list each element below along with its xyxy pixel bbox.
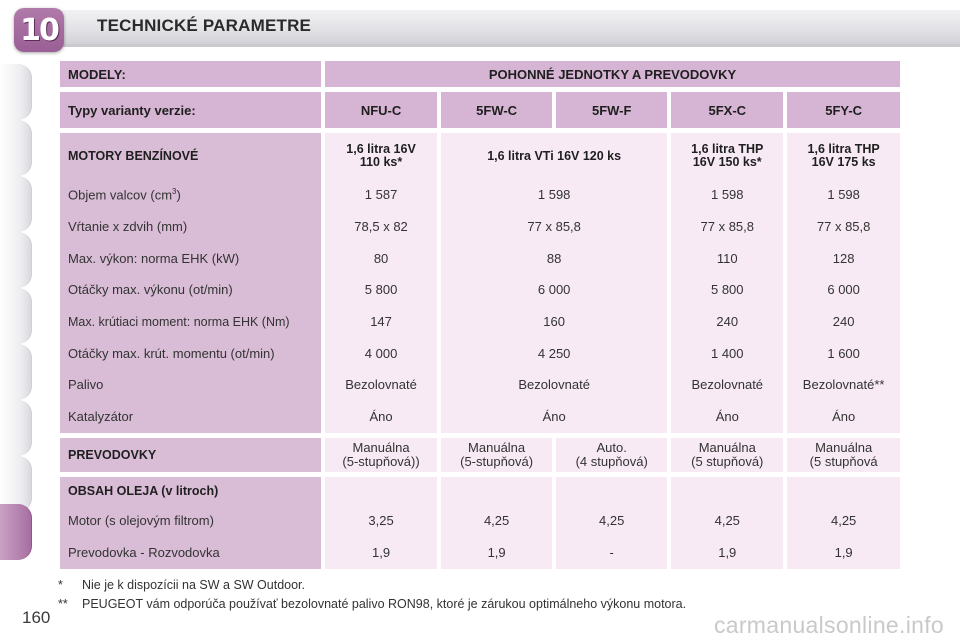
spec-value: 80 (325, 242, 437, 274)
spec-value: Bezolovnaté (671, 369, 783, 401)
gearbox-line1: Manuálna (468, 439, 526, 455)
gearbox-line2: (5 stupňová) (691, 453, 764, 469)
gearbox-line1: Manuálna (698, 439, 756, 455)
chapter-tab-6[interactable] (0, 344, 32, 400)
chapter-tab-rail (0, 64, 36, 574)
spec-value: 77 x 85,8 (671, 211, 783, 243)
oil-row-label: Motor (s olejovým filtrom) (60, 505, 321, 537)
footnote-mark: * (58, 577, 63, 592)
spec-value: 77 x 85,8 (787, 211, 900, 243)
engine-cell (787, 133, 900, 179)
spec-label (60, 179, 321, 211)
spec-value: 147 (325, 306, 437, 338)
footnote-text: Nie je k dispozícii na SW a SW Outdoor. (82, 577, 306, 592)
chapter-tab-3[interactable] (0, 176, 32, 232)
spec-value: 77 x 85,8 (441, 211, 667, 243)
models-value: POHONNÉ JEDNOTKY A PREVODOVKY (325, 61, 900, 87)
gearbox-line2: (5-stupňová) (460, 453, 534, 469)
engine-cell (325, 133, 437, 179)
oil-value: 1,9 (325, 537, 437, 569)
volume-label-suffix: ) (176, 187, 181, 203)
spec-row (60, 211, 900, 243)
oil-row (60, 537, 900, 569)
spec-label: Katalyzátor (60, 401, 321, 433)
variant-cell: NFU-C (325, 92, 437, 128)
technical-parameters-table (56, 61, 904, 569)
volume-label-text: Objem valcov (cm (68, 187, 173, 203)
chapter-badge (14, 8, 64, 52)
spec-value: Áno (441, 401, 667, 433)
gearbox-label: PREVODOVKY (60, 438, 321, 472)
gearbox-cell (441, 438, 552, 472)
gearbox-line2: (5-stupňová)) (342, 453, 420, 469)
spec-value: 88 (441, 242, 667, 274)
spec-value: 4 250 (441, 337, 667, 369)
oil-value: 1,9 (787, 537, 900, 569)
spec-value: Bezolovnaté (325, 369, 437, 401)
spec-value: 4 000 (325, 337, 437, 369)
engine-line2: 16V 150 ks* (692, 155, 762, 169)
watermark: carmanualsonline.info (713, 612, 944, 638)
footnote (58, 575, 686, 594)
oil-value: 4,25 (787, 505, 900, 537)
gearbox-line1: Manuálna (815, 439, 873, 455)
spec-value: 240 (787, 306, 900, 338)
spec-value: 160 (441, 306, 667, 338)
engine-line1: 1,6 litra 16V (346, 142, 416, 156)
spec-label: Max. výkon: norma EHK (kW) (60, 242, 321, 274)
footnote (58, 594, 686, 613)
variant-cell: 5FY-C (787, 92, 900, 128)
spec-label: Otáčky max. výkonu (ot/min) (60, 274, 321, 306)
models-row (60, 61, 900, 87)
spec-value: 1 400 (671, 337, 783, 369)
gearbox-cell (325, 438, 437, 472)
engines-label: MOTORY BENZÍNOVÉ (60, 133, 321, 179)
spec-row (60, 401, 900, 433)
spec-value: 6 000 (787, 274, 900, 306)
spec-value: 240 (671, 306, 783, 338)
gearbox-line2: (4 stupňová) (575, 453, 648, 469)
chapter-tab-7[interactable] (0, 400, 32, 456)
variants-row (60, 92, 900, 128)
engine-line2: 16V 175 ks (811, 155, 876, 169)
spec-value: 5 800 (671, 274, 783, 306)
oil-value: 1,9 (441, 537, 552, 569)
spec-value: 1 600 (787, 337, 900, 369)
gearbox-cell (671, 438, 783, 472)
spec-label: Palivo (60, 369, 321, 401)
oil-value: 4,25 (441, 505, 552, 537)
oil-value: 1,9 (671, 537, 783, 569)
variant-cell: 5FW-F (556, 92, 667, 128)
spec-value: 1 598 (671, 179, 783, 211)
variant-cell: 5FX-C (671, 92, 783, 128)
oil-value: 3,25 (325, 505, 437, 537)
spec-value: 1 598 (787, 179, 900, 211)
spec-value: Áno (671, 401, 783, 433)
spec-value: 1 598 (441, 179, 667, 211)
spec-value: Bezolovnaté** (787, 369, 900, 401)
spec-row (60, 179, 900, 211)
chapter-tab-1[interactable] (0, 64, 32, 120)
gearbox-line1: Manuálna (352, 439, 410, 455)
spec-value: 128 (787, 242, 900, 274)
chapter-tab-2[interactable] (0, 120, 32, 176)
oil-value: - (556, 537, 667, 569)
volume-label-sup: 3 (172, 187, 177, 197)
engine-line1: 1,6 litra THP (807, 142, 880, 156)
chapter-number: 10 (20, 12, 58, 48)
engine-line2: 110 ks* (359, 155, 403, 169)
footnote-text: PEUGEOT vám odporúča používať bezolovnaté palivo RON98, ktoré je zárukou optimálneho výkonu motora. (82, 596, 687, 611)
spec-value: 1 587 (325, 179, 437, 211)
gearbox-line1: Auto. (596, 439, 627, 455)
chapter-tab-5[interactable] (0, 288, 32, 344)
gearbox-line2: (5 stupňová (809, 453, 878, 469)
spec-label: Otáčky max. krút. momentu (ot/min) (60, 337, 321, 369)
spec-row (60, 242, 900, 274)
page-number: 160 (22, 608, 51, 627)
chapter-tab-10-active[interactable] (0, 504, 32, 560)
header-divider (60, 44, 960, 47)
spec-value: Áno (325, 401, 437, 433)
spec-value: 6 000 (441, 274, 667, 306)
page-header (0, 0, 960, 56)
oil-value: 4,25 (556, 505, 667, 537)
engine-cell (441, 133, 667, 179)
spec-row (60, 337, 900, 369)
footnote-mark: ** (58, 596, 68, 611)
gearbox-cell (787, 438, 900, 472)
models-label: MODELY: (60, 61, 321, 87)
chapter-tab-4[interactable] (0, 232, 32, 288)
footnotes (58, 575, 686, 613)
spec-row (60, 369, 900, 401)
oil-header-row (60, 477, 900, 505)
spec-label: Vŕtanie x zdvih (mm) (60, 211, 321, 243)
spec-value: 110 (671, 242, 783, 274)
oil-row-label: Prevodovka - Rozvodovka (60, 537, 321, 569)
page-title: TECHNICKÉ PARAMETRE (97, 16, 312, 35)
oil-value: 4,25 (671, 505, 783, 537)
variants-label: Typy varianty verzie: (60, 92, 321, 128)
engine-line1: 1,6 litra THP (691, 142, 764, 156)
engine-cell (671, 133, 783, 179)
spec-value: Bezolovnaté (441, 369, 667, 401)
gearbox-row (60, 438, 900, 472)
spec-row (60, 306, 900, 338)
engines-row (60, 133, 900, 179)
oil-row (60, 505, 900, 537)
engine-line1: 1,6 litra VTi 16V 120 ks (487, 148, 622, 163)
gearbox-cell (556, 438, 667, 472)
spec-value: 78,5 x 82 (325, 211, 437, 243)
spec-value: 5 800 (325, 274, 437, 306)
variant-cell: 5FW-C (441, 92, 552, 128)
spec-row (60, 274, 900, 306)
spec-label: Max. krútiaci moment: norma EHK (Nm) (60, 306, 321, 338)
spec-value: Áno (787, 401, 900, 433)
oil-label: OBSAH OLEJA (v litroch) (60, 477, 321, 505)
